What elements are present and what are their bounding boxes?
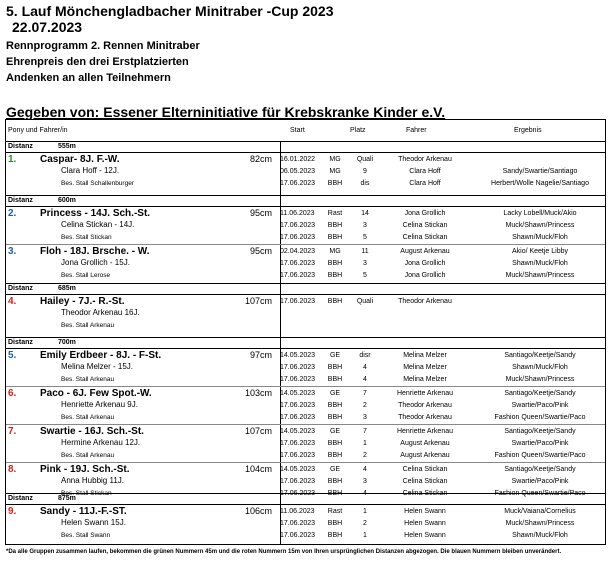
driver-name: Celina Stickan — [402, 490, 448, 497]
result-text: Shawn/Muck/Floh — [512, 532, 568, 539]
col-pony: Pony und Fahrer/in — [8, 127, 68, 134]
rider-name: Hermine Arkenau 12J. — [61, 438, 141, 447]
driver-name: Celina Stickan — [402, 234, 448, 241]
distance-label: Distanz — [8, 197, 33, 204]
track-code: GE — [329, 466, 341, 473]
entry-row — [6, 153, 605, 195]
track-code: MG — [329, 248, 341, 255]
result-text: Swartie/Paco/Pink — [511, 478, 569, 485]
place-value: 11 — [361, 248, 369, 255]
place-value: 5 — [363, 234, 367, 241]
stable-name: Bes. Stall Arkenau — [61, 414, 115, 421]
start-date: 17.06.2023 — [280, 364, 316, 371]
track-code: BBH — [327, 478, 343, 485]
place-value: 1 — [363, 532, 367, 539]
start-date: 11.06.2023 — [280, 210, 315, 217]
start-number: 5. — [8, 350, 17, 361]
place-value: 4 — [363, 376, 367, 383]
distance-row — [6, 196, 605, 206]
start-number: 1. — [8, 154, 17, 165]
result-line — [280, 488, 605, 500]
driver-name: August Arkenau — [400, 248, 450, 255]
result-text: Shawn/Muck/Floh — [512, 260, 568, 267]
race-date: 22.07.2023 — [12, 19, 83, 35]
driver-name: Henriette Arkenau — [396, 390, 454, 397]
rider-name: Anna Hubbig 11J. — [61, 476, 125, 485]
result-text: Muck/Shawn/Princess — [505, 376, 575, 383]
start-date: 17.06.2023 — [280, 532, 316, 539]
track-code: BBH — [327, 414, 343, 421]
driver-name: Melina Melzer — [403, 352, 447, 359]
place-value: disr — [359, 352, 371, 359]
entry-row — [6, 245, 605, 283]
track-code: BBH — [327, 440, 343, 447]
start-number: 7. — [8, 426, 17, 437]
distance-value: 875m — [58, 495, 76, 502]
driver-name: Jona Grollich — [404, 260, 446, 267]
distance-value: 555m — [58, 143, 76, 150]
entry-row — [6, 425, 605, 462]
driver-name: Clara Hoff — [409, 180, 441, 187]
stable-name: Bes. Stall Arkenau — [61, 322, 115, 329]
start-date: 17.06.2023 — [280, 234, 316, 241]
place-value: 9 — [363, 168, 367, 175]
start-number: 3. — [8, 246, 17, 257]
result-text: Muck/Shawn/Princess — [505, 222, 575, 229]
rider-name: Celina Stickan - 14J. — [61, 220, 135, 229]
place-value: 5 — [363, 272, 367, 279]
result-line — [280, 178, 605, 190]
pony-size: 103cm — [244, 388, 272, 398]
rider-name: Helen Swann 15J. — [61, 518, 126, 527]
program-line: Rennprogramm 2. Rennen Minitraber — [6, 40, 200, 52]
entry-row — [6, 387, 605, 424]
donor-heading: Gegeben von: Essener Elterninitiative für Krebskranke Kinder e.V. — [6, 104, 446, 120]
pony-name: Princess - 14J. Sch.-St. — [40, 208, 151, 219]
result-text: Santiago/Keetje/Sandy — [504, 352, 576, 359]
pony-size: 82cm — [249, 154, 272, 164]
result-line — [280, 530, 605, 542]
footnote: *Da alle Gruppen zusammen laufen, bekommen die grünen Nummern 45m und die roten Nummern 15m von Ihren ursprünglichen Distanzen abgezogen. Die blauen Nummern bleiben unverändert. — [6, 549, 562, 555]
driver-name: Jona Grollich — [404, 210, 446, 217]
page-title: 5. Lauf Mönchengladbacher Minitraber -Cup 2023 — [6, 3, 334, 19]
pony-size: 107cm — [244, 426, 272, 436]
start-date: 17.06.2023 — [280, 272, 316, 279]
pony-name: Pink - 19J. Sch.-St. — [40, 464, 130, 475]
driver-name: August Arkenau — [400, 452, 450, 459]
place-value: 1 — [363, 440, 367, 447]
rider-name: Theodor Arkenau 16J. — [61, 308, 140, 317]
stable-name: Bes. Stall Arkenau — [61, 452, 115, 459]
result-text: Sandy/Swartie/Santiago — [502, 168, 578, 175]
start-date: 14.05.2023 — [280, 390, 316, 397]
place-value: 3 — [363, 260, 367, 267]
driver-name: Henriette Arkenau — [396, 428, 454, 435]
pony-size: 106cm — [244, 506, 272, 516]
distance-label: Distanz — [8, 143, 33, 150]
place-value: 1 — [363, 508, 367, 515]
place-value: 4 — [363, 364, 367, 371]
rider-name: Clara Hoff - 12J. — [61, 166, 120, 175]
track-code: MG — [329, 156, 341, 163]
start-date: 17.06.2023 — [280, 222, 316, 229]
stable-name: Bes. Stall Stickan — [61, 234, 112, 241]
place-value: 14 — [361, 210, 369, 217]
track-code: GE — [329, 428, 341, 435]
place-value: Quali — [356, 298, 374, 305]
driver-name: Theodor Arkenau — [398, 298, 452, 305]
track-code: GE — [329, 390, 341, 397]
rider-name: Jona Grollich - 15J. — [61, 258, 130, 267]
start-date: 17.06.2023 — [280, 478, 316, 485]
col-start: Start — [290, 127, 305, 134]
start-date: 11.06.2023 — [280, 508, 315, 515]
pony-name: Paco - 6J. Few Spot.-W. — [40, 388, 152, 399]
driver-name: Celina Stickan — [402, 478, 448, 485]
result-text: Santiago/Keetje/Sandy — [504, 390, 576, 397]
race-table — [5, 119, 606, 545]
track-code: BBH — [327, 260, 343, 267]
start-date: 16.01.2022 — [280, 156, 316, 163]
distance-value: 600m — [58, 197, 76, 204]
result-line — [280, 506, 605, 518]
distance-row — [6, 142, 605, 152]
result-line — [280, 362, 605, 374]
rider-name: Henriette Arkenau 9J. — [61, 400, 138, 409]
start-number: 4. — [8, 296, 17, 307]
start-date: 14.05.2023 — [280, 352, 316, 359]
pony-name: Emily Erdbeer - 8J. - F-St. — [40, 350, 162, 361]
track-code: BBH — [327, 272, 343, 279]
start-number: 2. — [8, 208, 17, 219]
track-code: BBH — [327, 532, 343, 539]
start-date: 06.05.2023 — [280, 168, 316, 175]
result-line — [280, 400, 605, 412]
stable-name: Bes. Stall Swann — [61, 532, 111, 539]
place-value: 3 — [363, 222, 367, 229]
start-date: 17.06.2023 — [280, 260, 316, 267]
track-code: BBH — [327, 520, 343, 527]
place-value: Quali — [356, 156, 374, 163]
distance-label: Distanz — [8, 339, 33, 346]
place-value: 4 — [363, 466, 367, 473]
row-separator — [6, 337, 605, 338]
result-line — [280, 208, 605, 220]
result-text: Fashion Queen/Swartie/Paco — [494, 414, 586, 421]
entry-row — [6, 463, 605, 497]
pony-size: 97cm — [249, 350, 272, 360]
col-place: Platz — [350, 127, 366, 134]
stable-name: Bes. Stall Stickan — [61, 490, 112, 497]
stable-name: Bes. Stall Lerose — [61, 272, 111, 279]
place-value: 2 — [363, 452, 367, 459]
entry-row — [6, 207, 605, 244]
place-value: dis — [360, 180, 370, 187]
start-date: 17.06.2023 — [280, 452, 316, 459]
pony-size: 95cm — [249, 246, 272, 256]
result-text: Swartie/Paco/Pink — [511, 402, 569, 409]
track-code: BBH — [327, 180, 343, 187]
result-line — [280, 296, 605, 308]
start-date: 17.06.2023 — [280, 298, 316, 305]
honor-line: Ehrenpreis den drei Erstplatzierten — [6, 56, 189, 68]
start-date: 17.06.2023 — [280, 402, 316, 409]
result-line — [280, 232, 605, 244]
result-line — [280, 154, 605, 166]
start-number: 9. — [8, 506, 17, 517]
driver-name: Theodor Arkenau — [398, 414, 452, 421]
result-text: Akio/ Keetje Libby — [511, 248, 569, 255]
pony-name: Hailey - 7J.- R.-St. — [40, 296, 125, 307]
start-date: 17.06.2023 — [280, 490, 316, 497]
distance-value: 700m — [58, 339, 76, 346]
entry-row — [6, 295, 605, 337]
track-code: BBH — [327, 234, 343, 241]
distance-value: 685m — [58, 285, 76, 292]
track-code: BBH — [327, 222, 343, 229]
start-number: 8. — [8, 464, 17, 475]
pony-size: 95cm — [249, 208, 272, 218]
result-line — [280, 518, 605, 530]
driver-name: Helen Swann — [404, 508, 446, 515]
result-text: Fashion Queen/Swartie/Paco — [494, 490, 586, 497]
start-date: 17.06.2023 — [280, 180, 316, 187]
pony-size: 104cm — [244, 464, 272, 474]
result-text: Santiago/Keetje/Sandy — [504, 466, 576, 473]
result-line — [280, 220, 605, 232]
stable-name: Bes. Stall Schallenburger — [61, 180, 134, 187]
driver-name: August Arkenau — [400, 440, 450, 447]
start-date: 14.05.2023 — [280, 428, 316, 435]
result-text: Herbert/Wolle Nagelie/Santiago — [491, 180, 589, 187]
place-value: 3 — [363, 414, 367, 421]
place-value: 4 — [363, 490, 367, 497]
col-driver: Fahrer — [406, 127, 427, 134]
start-date: 17.06.2023 — [280, 520, 316, 527]
track-code: BBH — [327, 298, 343, 305]
track-code: MG — [329, 168, 341, 175]
col-result: Ergebnis — [514, 127, 542, 134]
pony-name: Swartie - 16J. Sch.-St. — [40, 426, 144, 437]
pony-size: 107cm — [244, 296, 272, 306]
result-text: Santiago/Keetje/Sandy — [504, 428, 576, 435]
result-line — [280, 438, 605, 450]
result-line — [280, 426, 605, 438]
result-text: Fashion Queen/Swartie/Paco — [494, 452, 586, 459]
driver-name: Jona Grollich — [404, 272, 446, 279]
driver-name: Helen Swann — [404, 532, 446, 539]
driver-name: Melina Melzer — [403, 364, 447, 371]
result-text: Lacky Lobell/Muck/Akio — [503, 210, 577, 217]
result-text: Swartie/Paco/Pink — [511, 440, 569, 447]
driver-name: Theodor Arkenau — [398, 402, 452, 409]
start-date: 17.06.2023 — [280, 414, 316, 421]
row-separator — [6, 493, 605, 494]
driver-name: Theodor Arkenau — [398, 156, 452, 163]
result-line — [280, 412, 605, 424]
track-code: BBH — [327, 452, 343, 459]
place-value: 7 — [363, 428, 367, 435]
result-line — [280, 388, 605, 400]
result-line — [280, 270, 605, 282]
start-date: 14.05.2023 — [280, 466, 316, 473]
place-value: 2 — [363, 520, 367, 527]
result-text: Shawn/Muck/Floh — [512, 364, 568, 371]
distance-label: Distanz — [8, 285, 33, 292]
row-separator — [6, 283, 605, 284]
place-value: 7 — [363, 390, 367, 397]
driver-name: Celina Stickan — [402, 466, 448, 473]
result-line — [280, 476, 605, 488]
result-line — [280, 374, 605, 386]
distance-label: Distanz — [8, 495, 33, 502]
distance-row — [6, 338, 605, 348]
driver-name: Helen Swann — [404, 520, 446, 527]
result-line — [280, 464, 605, 476]
row-separator — [6, 195, 605, 196]
distance-row — [6, 284, 605, 294]
driver-name: Celina Stickan — [402, 222, 448, 229]
pony-name: Floh - 18J. Brsche. - W. — [40, 246, 150, 257]
track-code: BBH — [327, 490, 343, 497]
place-value: 2 — [363, 402, 367, 409]
start-date: 02.04.2023 — [280, 248, 316, 255]
place-value: 3 — [363, 478, 367, 485]
result-text: Muck/Shawn/Princess — [505, 272, 575, 279]
pony-name: Sandy - 11J.-F.-ST. — [40, 506, 127, 517]
start-number: 6. — [8, 388, 17, 399]
pony-name: Caspar- 8J. F.-W. — [40, 154, 120, 165]
start-date: 17.06.2023 — [280, 376, 316, 383]
result-line — [280, 166, 605, 178]
result-line — [280, 350, 605, 362]
entry-row — [6, 505, 605, 545]
track-code: Rast — [327, 210, 343, 217]
driver-name: Melina Melzer — [403, 376, 447, 383]
track-code: BBH — [327, 364, 343, 371]
result-text: Muck/Shawn/Princess — [505, 520, 575, 527]
result-text: Muck/Vaiana/Cornelius — [504, 508, 576, 515]
rider-name: Melina Melzer - 15J. — [61, 362, 134, 371]
driver-name: Clara Hoff — [409, 168, 441, 175]
start-date: 17.06.2023 — [280, 440, 316, 447]
track-code: BBH — [327, 402, 343, 409]
track-code: GE — [329, 352, 341, 359]
track-code: Rast — [327, 508, 343, 515]
result-line — [280, 450, 605, 462]
result-text: Shawn/Muck/Floh — [512, 234, 568, 241]
entry-row — [6, 349, 605, 386]
stable-name: Bes. Stall Arkenau — [61, 376, 115, 383]
result-line — [280, 258, 605, 270]
result-line — [280, 246, 605, 258]
souvenir-line: Andenken an allen Teilnehmern — [6, 72, 171, 84]
track-code: BBH — [327, 376, 343, 383]
